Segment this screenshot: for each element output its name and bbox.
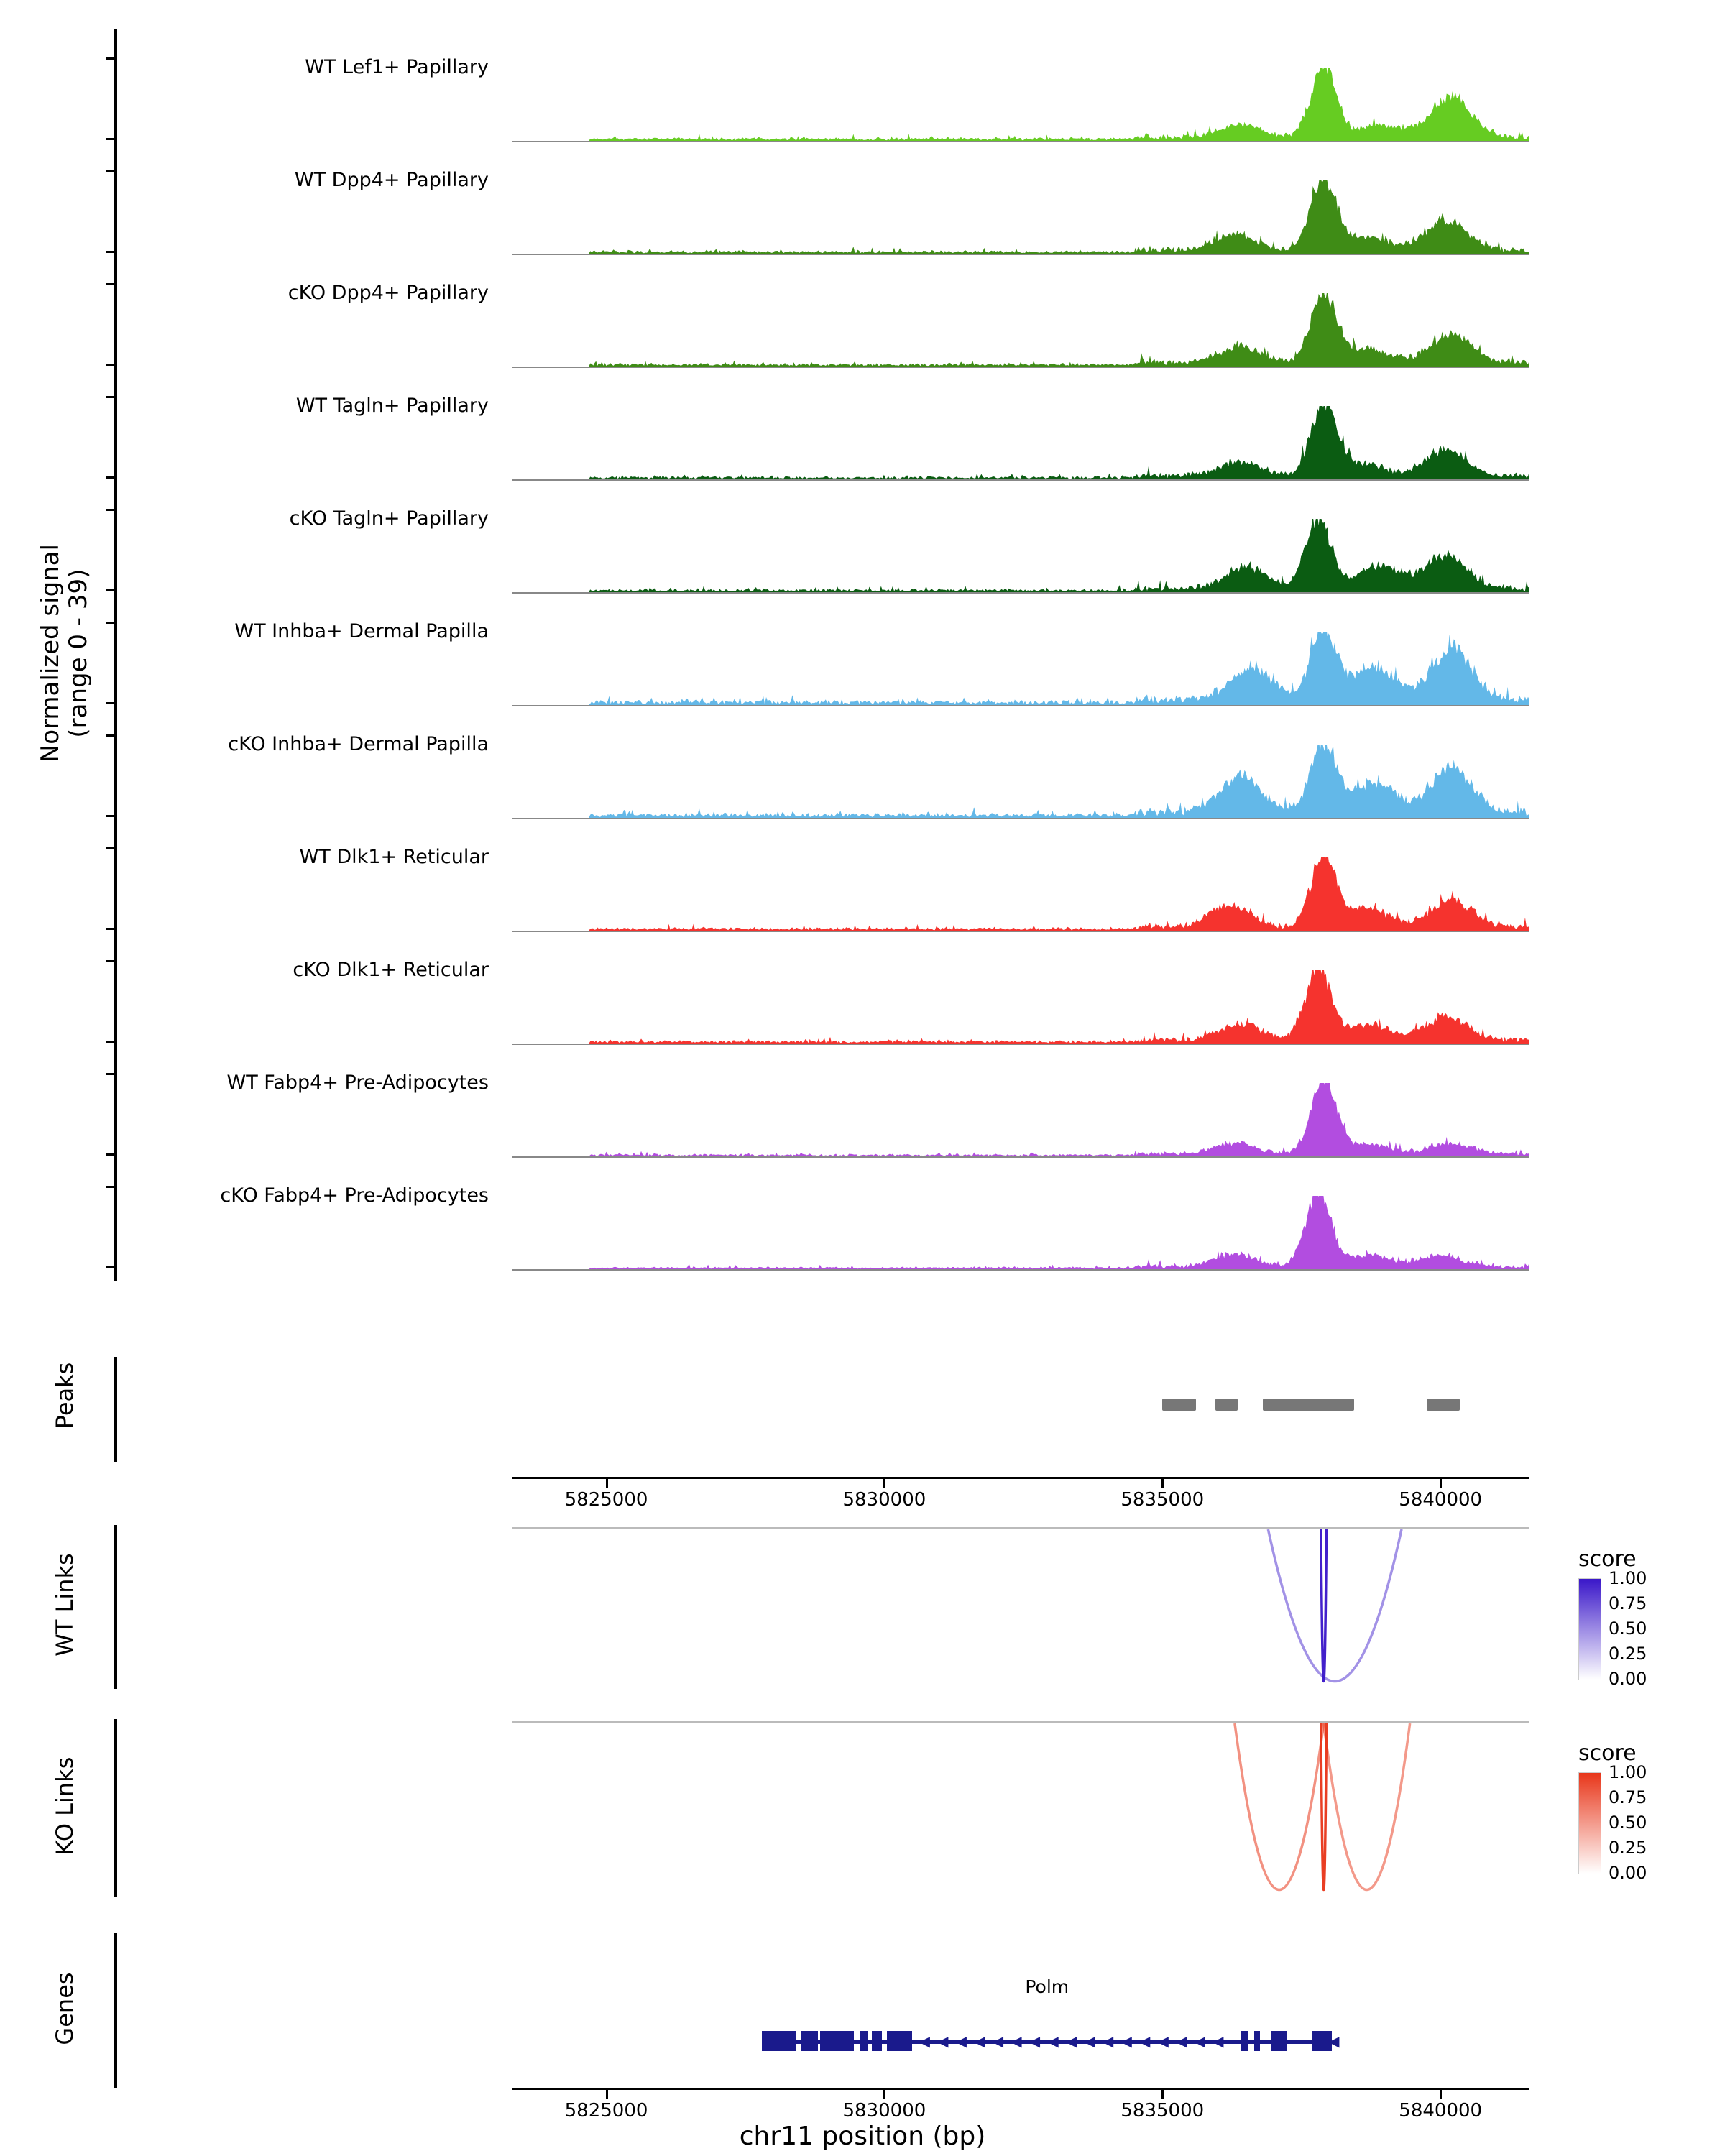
signal-axis-tick <box>106 847 116 849</box>
signal-axis-tick <box>106 622 116 624</box>
genes-x-tick-label: 5825000 <box>564 2100 648 2122</box>
signal-axis <box>114 29 117 1281</box>
link-arc <box>1235 1723 1324 1890</box>
signal-axis-tick <box>106 57 116 60</box>
link-arc <box>1321 1723 1327 1890</box>
signal-axis-tick <box>106 928 116 930</box>
gene-strand-arrow: ◀ <box>1176 2032 1187 2050</box>
signal-axis-tick <box>106 364 116 366</box>
signal-area <box>512 406 1530 479</box>
wt-links-axis <box>114 1525 117 1689</box>
x-axis-title: chr11 position (bp) <box>739 2122 986 2151</box>
signal-axis-tick <box>106 815 116 817</box>
signal-axis-tick <box>106 283 116 285</box>
y-axis-title-line1: Normalized signal <box>35 544 65 763</box>
peaks-x-tick-label: 5825000 <box>564 1489 648 1511</box>
signal-area <box>512 970 1530 1044</box>
genes-x-tick <box>1162 2090 1164 2099</box>
signal-area <box>512 180 1530 254</box>
gene-exon <box>820 2031 853 2051</box>
peaks-x-tick-label: 5835000 <box>1121 1489 1205 1511</box>
wt-links-legend-tick-label: 0.75 <box>1609 1593 1647 1613</box>
y-axis-title-signal <box>37 330 93 977</box>
signal-track <box>512 519 1530 595</box>
signal-axis-tick <box>106 1153 116 1156</box>
signal-area <box>512 745 1530 818</box>
gene-strand-arrow: ◀ <box>1084 2032 1095 2050</box>
wt-links-legend-colorbar <box>1578 1578 1601 1680</box>
signal-axis-tick <box>106 138 116 140</box>
gene-exon <box>860 2031 868 2051</box>
peak-bar <box>1427 1399 1460 1411</box>
track-label: WT Tagln+ Papillary <box>295 395 489 417</box>
gene-exon <box>762 2031 795 2051</box>
gene-strand-arrow: ◀ <box>1157 2032 1169 2050</box>
gene-exon <box>1241 2031 1249 2051</box>
signal-track <box>512 970 1530 1046</box>
genes-x-tick <box>606 2090 608 2099</box>
gene-exon <box>872 2031 881 2051</box>
gene-exon <box>1271 2031 1287 2051</box>
gene-strand-arrow: ◀ <box>1121 2032 1132 2050</box>
gene-strand-arrow: ◀ <box>1139 2032 1151 2050</box>
track-label: WT Dpp4+ Papillary <box>294 169 489 191</box>
wt-links-legend-tick-label: 0.50 <box>1609 1618 1647 1639</box>
genes-axis-title: Genes <box>51 1971 78 2045</box>
ko-links-track <box>512 1721 1530 1897</box>
gene-exon <box>801 2031 817 2051</box>
signal-track <box>512 1196 1530 1272</box>
gene-strand-arrow: ◀ <box>1102 2032 1114 2050</box>
signal-axis-tick <box>106 734 116 737</box>
signal-axis-tick <box>106 396 116 398</box>
track-label: WT Lef1+ Papillary <box>305 56 489 78</box>
wt-links-track <box>512 1527 1530 1689</box>
track-label: WT Fabp4+ Pre-Adipocytes <box>226 1072 489 1094</box>
signal-axis-tick <box>106 170 116 172</box>
link-arc <box>1321 1529 1327 1682</box>
gene-exon <box>1254 2031 1261 2051</box>
gene-strand-arrow: ◀ <box>1065 2032 1077 2050</box>
genes-x-tick-label: 5835000 <box>1121 2100 1205 2122</box>
ko-links-axis <box>114 1719 117 1897</box>
peaks-x-tick <box>1162 1479 1164 1488</box>
y-axis-title-line2: (range 0 - 39) <box>64 568 93 738</box>
signal-axis-tick <box>106 1266 116 1268</box>
peaks-x-tick-label: 5830000 <box>842 1489 926 1511</box>
signal-axis-tick <box>106 476 116 479</box>
signal-area <box>512 293 1530 367</box>
ko-links-legend-tick-label: 1.00 <box>1609 1762 1647 1782</box>
gene-exon <box>887 2031 912 2051</box>
track-label: WT Dlk1+ Reticular <box>299 846 489 868</box>
signal-axis-tick <box>106 251 116 253</box>
track-label: cKO Tagln+ Papillary <box>289 507 489 530</box>
peaks-x-tick <box>1440 1479 1442 1488</box>
signal-axis-tick <box>106 1073 116 1075</box>
gene-strand-arrow: ◀ <box>1047 2032 1059 2050</box>
signal-area <box>512 519 1530 592</box>
gene-strand-arrow: ◀ <box>1029 2032 1041 2050</box>
signal-area <box>512 68 1530 141</box>
ko-links-legend-title: score <box>1578 1741 1637 1766</box>
ko-links-legend-colorbar <box>1578 1772 1601 1874</box>
peak-bar <box>1263 1399 1355 1411</box>
peak-bar <box>1162 1399 1195 1411</box>
peaks-axis <box>114 1357 117 1462</box>
signal-area <box>512 632 1530 705</box>
gene-strand-arrow: ◀ <box>974 2032 985 2050</box>
link-arc <box>1324 1723 1410 1890</box>
peaks-x-tick <box>883 1479 886 1488</box>
signal-track <box>512 745 1530 821</box>
signal-track <box>512 293 1530 369</box>
peaks-x-axis-line <box>512 1477 1530 1479</box>
track-label: cKO Fabp4+ Pre-Adipocytes <box>220 1184 489 1207</box>
signal-axis-tick <box>106 509 116 511</box>
track-label: cKO Dlk1+ Reticular <box>293 959 489 981</box>
gene-strand-arrow: ◀ <box>937 2032 949 2050</box>
gene-name-label: Polm <box>1025 1976 1070 1997</box>
gene-strand-arrow: ◀ <box>1194 2032 1205 2050</box>
ko-links-axis-title: KO Links <box>51 1756 78 1856</box>
genes-axis <box>114 1933 117 2088</box>
track-label: cKO Inhba+ Dermal Papilla <box>228 733 489 755</box>
wt-links-axis-title: WT Links <box>51 1553 78 1657</box>
gene-strand-arrow: ◀ <box>1011 2032 1022 2050</box>
ko-links-legend-tick-label: 0.75 <box>1609 1787 1647 1807</box>
signal-area <box>512 1196 1530 1269</box>
signal-track <box>512 1083 1530 1159</box>
genes-x-tick-label: 5840000 <box>1399 2100 1483 2122</box>
genes-x-tick <box>883 2090 886 2099</box>
ko-links-legend-tick-label: 0.00 <box>1609 1863 1647 1883</box>
wt-links-legend-title: score <box>1578 1547 1637 1572</box>
signal-area <box>512 1083 1530 1156</box>
wt-links-legend-tick-label: 0.25 <box>1609 1644 1647 1664</box>
peak-bar <box>1215 1399 1238 1411</box>
peaks-x-tick <box>606 1479 608 1488</box>
wt-links-legend-tick-label: 1.00 <box>1609 1568 1647 1588</box>
wt-links-legend-tick-label: 0.00 <box>1609 1669 1647 1689</box>
link-arc <box>1268 1529 1402 1682</box>
gene-strand-arrow: ◀ <box>1213 2032 1224 2050</box>
track-label: WT Inhba+ Dermal Papilla <box>234 620 489 642</box>
signal-track <box>512 857 1530 934</box>
signal-axis-tick <box>106 960 116 962</box>
gene-strand-arrow: ◀ <box>955 2032 967 2050</box>
signal-axis-tick <box>106 702 116 704</box>
signal-axis-tick <box>106 589 116 591</box>
genes-x-tick-label: 5830000 <box>842 2100 926 2122</box>
ko-links-legend-tick-label: 0.25 <box>1609 1838 1647 1858</box>
signal-area <box>512 857 1530 931</box>
signal-axis-tick <box>106 1041 116 1043</box>
track-label: cKO Dpp4+ Papillary <box>288 282 489 304</box>
ko-links-legend-tick-label: 0.50 <box>1609 1812 1647 1833</box>
gene-strand-arrow: ◀ <box>919 2032 930 2050</box>
signal-axis-tick <box>106 1186 116 1188</box>
gene-strand-arrow: ◀ <box>992 2032 1004 2050</box>
gene-strand-arrow: ◀ <box>1328 2032 1340 2050</box>
genes-x-tick <box>1440 2090 1442 2099</box>
signal-track <box>512 180 1530 257</box>
signal-track <box>512 632 1530 708</box>
peaks-x-tick-label: 5840000 <box>1399 1489 1483 1511</box>
signal-track <box>512 406 1530 482</box>
signal-track <box>512 68 1530 144</box>
peaks-axis-title: Peaks <box>51 1362 78 1429</box>
genes-x-axis-line <box>512 2088 1530 2090</box>
